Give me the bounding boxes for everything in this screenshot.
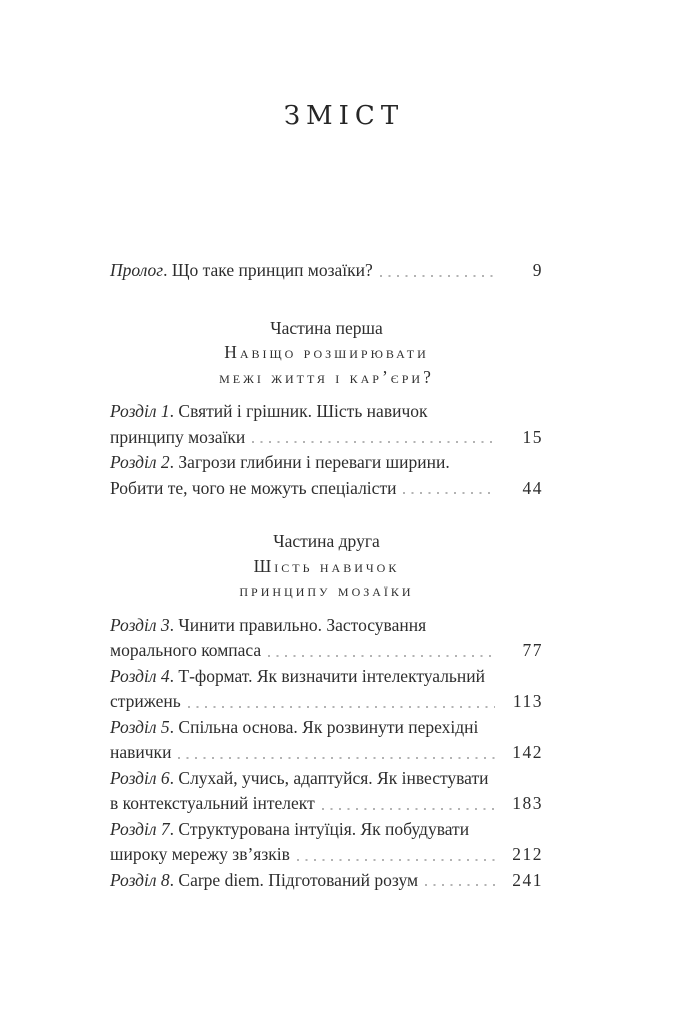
part-subtitle-line: принципу мозаїки (239, 580, 414, 600)
dotted-leader (322, 808, 495, 810)
chapter-title (110, 868, 418, 894)
chapter-title (110, 766, 488, 792)
chapter-title (110, 715, 478, 741)
page-number: 142 (512, 742, 543, 762)
toc-line (110, 664, 543, 690)
chapter-title (110, 450, 450, 476)
page-number: 212 (512, 844, 543, 864)
chapter-title (110, 817, 469, 843)
toc-entry-chapter-2 (110, 450, 543, 501)
toc-line (110, 425, 543, 451)
part-name: Частина перша (270, 317, 383, 338)
dotted-leader (425, 884, 495, 886)
chapter-prefix: Розділ 4 (110, 665, 170, 686)
chapter-prefix: Розділ 8 (110, 869, 170, 890)
chapter-list-part-2 (110, 613, 543, 894)
toc-line (110, 450, 543, 476)
chapter-title-rest: . Святий і грішник. Шість навичок (169, 401, 428, 421)
toc-entry-chapter-6 (110, 766, 543, 817)
chapter-title-continued: в контекстуальний інтелект (110, 793, 315, 813)
dotted-leader (403, 492, 495, 494)
chapter-prefix: Розділ 1 (110, 401, 170, 421)
part-subtitle-line: Шість навичок (253, 555, 400, 576)
toc-entry-chapter-5 (110, 715, 543, 766)
toc-entry-chapter-4 (110, 664, 543, 715)
page-number: 183 (512, 793, 543, 813)
chapter-prefix: Розділ 7 (110, 818, 170, 839)
chapter-title-continued: морального компаса (110, 640, 262, 660)
toc-line (110, 842, 543, 868)
toc-line (110, 817, 543, 843)
toc-line (110, 868, 543, 894)
chapter-title-continued: стрижень (110, 691, 181, 711)
part-heading-2 (110, 529, 543, 603)
part-subtitle-line: межі життя і кар’єри? (219, 366, 434, 387)
chapter-prefix: Розділ 5 (110, 716, 170, 737)
prologue-rest: . Що таке принцип мозаїки? (163, 260, 373, 280)
chapter-prefix: Розділ 6 (110, 767, 170, 788)
page-number: 241 (512, 869, 543, 890)
toc-line (110, 740, 543, 766)
toc-entry-chapter-1 (110, 399, 543, 450)
dotted-leader (252, 441, 495, 443)
page-title: ЗМІСТ (283, 101, 405, 131)
dotted-leader (380, 275, 495, 277)
toc-line (110, 791, 543, 817)
chapter-title-continued: навички (110, 742, 172, 762)
toc-entry-chapter-7 (110, 817, 543, 868)
dotted-leader (297, 859, 495, 861)
chapter-prefix: Розділ 2 (110, 452, 170, 472)
toc-entry-chapter-3 (110, 613, 543, 664)
dotted-leader (178, 757, 495, 759)
page-number: 113 (512, 691, 543, 711)
chapter-title (110, 399, 428, 425)
toc-line (110, 638, 543, 664)
chapter-title (110, 664, 485, 690)
chapter-title (110, 613, 426, 639)
prologue-title (110, 258, 373, 284)
part-heading-1 (110, 316, 543, 390)
toc-line (110, 766, 543, 792)
toc-line (110, 715, 543, 741)
toc-entry-chapter-8 (110, 868, 543, 894)
chapter-title-continued: широку мережу зв’язків (110, 844, 290, 864)
chapter-title-continued: Робити те, чого не можуть спеціалісти (110, 477, 397, 498)
chapter-list-part-1 (110, 399, 543, 501)
chapter-title-rest: . Спільна основа. Як розвинути перехідні (169, 716, 479, 737)
toc-line (110, 399, 543, 425)
chapter-title-rest: . Чинити правильно. Застосування (169, 614, 427, 635)
chapter-title-rest: . Структурована інтуїція. Як побудувати (169, 818, 470, 839)
chapter-title-rest: . Слухай, учись, адаптуйся. Як інвестувати (169, 767, 489, 788)
dotted-leader (268, 655, 495, 657)
part-name: Частина друга (273, 531, 380, 551)
page-number: 77 (522, 640, 543, 660)
chapter-title-continued: принципу мозаїки (110, 426, 246, 447)
toc-line (110, 258, 543, 284)
page-number: 9 (532, 260, 543, 280)
toc-line (110, 689, 543, 715)
chapter-title-rest: . Т-формат. Як визначити інтелектуальний (169, 665, 486, 686)
toc-line (110, 613, 543, 639)
chapter-title-rest: . Carpe diem. Підготований розум (169, 869, 419, 890)
toc-line (110, 476, 543, 502)
table-of-contents (110, 258, 543, 893)
chapter-title-rest: . Загрози глибини і переваги ширини. (169, 452, 450, 472)
dotted-leader (188, 706, 495, 708)
toc-entry-prologue (110, 258, 543, 284)
page-number: 44 (522, 477, 543, 498)
part-subtitle-line: Навіщо розширювати (224, 342, 429, 362)
chapter-prefix: Розділ 3 (110, 614, 170, 635)
page-number: 15 (522, 426, 543, 447)
prologue-prefix: Пролог (110, 260, 164, 280)
